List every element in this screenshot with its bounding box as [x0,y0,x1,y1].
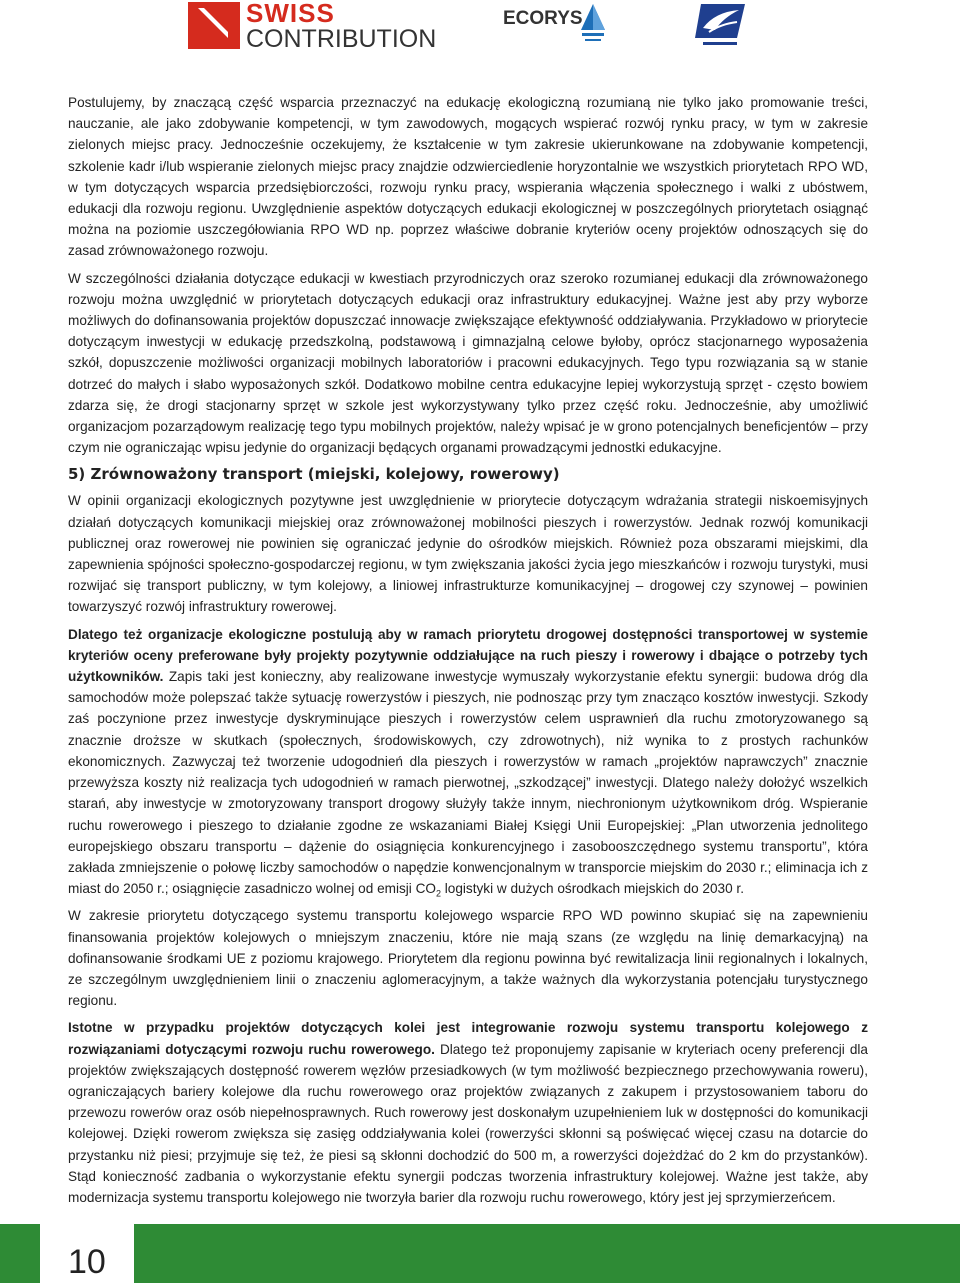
co2-subscript: 2 [435,888,441,899]
page-header [0,0,960,62]
paragraph-text: logistyki w dużych ośrodkach miejskich do 2030 r. [441,881,744,897]
paragraph-eco-education: Postulujemy, by znaczącą część wsparcia przeznaczyć na edukację ekologiczną rozumianą nie tylko jako promowanie treści, nauczanie, ale jako zdobywanie kompetencji, w tym zawodowych, mogących wspierać rozwój rynku pracy, w tym w zakresie zielonych miejsc pracy. Jednocześnie oczekujemy, że kształcenie w tym zakresie ukierunkowane na zdobywanie kompetencji, szkolenie kadr i/lub wspieranie zielonych miejsc pracy znajdzie odzwierciedlenie horyzontalnie we wszystkich priorytetach RPO WD, w tym dotyczących wsparcia przedsiębiorczości, rozwoju rynku pracy, wspierania włączenia społecznego i walki z ubóstwem, edukacji dla rozwoju regionu. Uwzględnienie aspektów dotyczących edukacji ekologicznej w poszczególnych priorytetach osiągnąć można na poziomie uszczegółowiania RPO WD np. poprzez właściwe dobranie kryteriów oceny projektów odnoszących się do zasad zrównoważonego rozwoju. [68,95,868,259]
swiss-contribution-wordmark [246,0,436,52]
swiss-arrow-icon [188,2,240,49]
paragraph-transport-opinion: W opinii organizacji ekologicznych pozytywne jest uwzględnienie w priorytecie dotyczącym wdrażania strategii niskoemisyjnych działań dotyczących komunikacji miejskiej oraz zrównoważonej mobilności pieszych i rowerzystów. Jednak rozwój komunikacji publicznej oraz rowerowej nie powinien się ograniczać jedynie do ośrodków miejskich. Również poza obszarami miejskimi, dla zapewnienia spójności społeczno-gospodarczej regionu, w tym zwiększania jakości życia jego mieszkańców i rozwoju turystyki, musi rozwijać się transport publiczny, w tym kolejowy, a liniowej infrastrukturze komunikacyjnej – drogowej czy szynowej – powinien towarzyszyć rozwój infrastruktury rowerowej. [68,493,868,615]
bold-postulate: Dlatego też organizacje ekologiczne postulują aby w ramach priorytetu drogowej dostępności transportowej w systemie kryteriów oceny preferowane były projekty pozytywnie oddziałujące na ruch pieszy i rowerowy i dbające o potrzeby tych użytkowników. [68,626,868,685]
paragraph-rail-priority: W zakresie priorytetu dotyczącego systemu transportu kolejowego wsparcie RPO WD powinno skupiać się na zapewnieniu finansowania projektów kolejowych o mniejszym znaczeniu, które nie mają szans (ze względu na linię demarkacyjną) na dofinansowanie środkami UE z poziomu krajowego. Priorytetem dla regionu powinna być rewitalizacja linii regionalnych i lokalnych, ze szczególnym uwzględnieniem linii o znaczeniu aglomeracyjnym, a także ważnych dla wykorzystania potencjału turystycznego regionu. [68,908,868,1009]
section-heading-transport: 5) Zrównoważony transport (miejski, kolejowy, rowerowy) [68,465,560,484]
paragraph-text: Zapis taki jest konieczny, aby realizowane inwestycje wymuszały wykorzystanie efektu synergii: budowa dróg dla samochodów może polepszać także sytuację rowerzystów i pieszych, nie podnosząc przy tym znacząco kosztów inwestycji. Szkody zaś poczynione przez inwestycje dyskryminujące pieszych i rowerzystów celem usprawnień dla ruchu zmotoryzowanego są znacznie droższe w skutkach (społecznych, środowiskowych, czy zdrowotnych), niż wynika to z prostych rachunków ekonomicznych. Zazwyczaj też tworzenie udogodnień dla pieszych i rowerzystów w ramach „projektów naprawczych” znacznie przewyższa koszty niż realizacja tych udogodnień w ramach pierwotnej, „szkodzącej” inwestycji. Dlatego należy dołożyć wszelkich starań, aby inwestycje w zmotoryzowany transport drogowy służyły także innym, niechronionym użytkownikom dróg. Wspieranie ruchu rowerowego i pieszego to działanie zgodne ze wskazaniami Białej Księgi Unii Europejskiej: „Plan utworzenia jednolitego europejskiego obszaru transportu – dążenie do osiągnięcia konkurencyjnego i zasobooszczędnego systemu transportu”, która zakłada zmniejszenie o połowę liczby samochodów o napędzie konwencjonalnym w transporcie miejskim do 2030 r.; eliminacja ich z miast do 2050 r.; osiągnięcie zasadniczo wolnej od emisji CO [68,669,868,897]
paragraph-pedestrian-cyclist-criteria [68,624,868,900]
ecorys-triangle-icon [580,2,606,48]
article-body [68,92,868,1214]
swiss-wordmark-line2: CONTRIBUTION [246,25,437,53]
swiss-contribution-logo-mark [188,2,240,49]
footer-green-bar [0,1224,960,1283]
euroregion-bird-logo-icon [695,2,747,48]
paragraph-rail-bike-integration [68,1017,868,1208]
page-number: 10 [68,1243,106,1281]
ecorys-wordmark: ECORYS [503,8,583,29]
paragraph-natural-science-education: W szczególności działania dotyczące edukacji w kwestiach przyrodniczych oraz szeroko rozumianej edukacji dla zrównoważonego rozwoju można uwzględnić w priorytetach dotyczących edukacji oraz infrastruktury edukacyjnej. Ważne jest aby przy wyborze możliwych do dofinansowania projektów dopuszczać innowacje zwiększające efektywność oddziaływania. Przykładowo w priorytecie dotyczącym inwestycji w edukację przedszkolną, podstawową i gimnazjalną celowe byłoby, oprócz stacjonarnego wyposażenia szkół, dopuszczenie możliwości organizacji mobilnych laboratoriów i pracowni edukacyjnych. Tego typu rozwiązania są w stanie dotrzeć do małych i słabo wyposażonych szkół. Dodatkowo mobilne centra edukacyjne lepiej wykorzystują sprzęt - często bowiem zdarza się, że drogi stacjonarny sprzęt w szkole jest wykorzystywany tylko przez część roku. Jednocześnie, aby umożliwić organizacjom pozarządowym realizację tego typu mobilnych projektów, należy wpisać je w grono potencjalnych beneficjentów – przy czym nie ograniczając wpisu jedynie do organizacji będących organami prowadzącymi jednostki edukacyjne. [68,270,868,456]
swiss-wordmark-line1: SWISS [246,0,335,28]
paragraph-text: Dlatego też proponujemy zapisanie w kryteriach oceny preferencji dla projektów zwiększających dostępność rowerem węzłów przesiadkowych (w tym możliwość bezpiecznego przechowywania roweru), ograniczających bariery kolejowe dla ruchu rowerowego oraz projektów związanych z zakupem i przystosowaniem taboru do przewozu rowerów oraz osób niepełnosprawnych. Ruch rowerowy jest doskonałym uzupełnieniem luk w dostępności do komunikacji kolejowej. Dzięki rowerom zwiększa się zasięg oddziaływania kolei (rowerzyści skłonni są poświęcać więcej czasu na dotarcie do przystanku niż piesi; przyjmuje się też, że piesi są skłonni dochodzić do 500 m, a rowerzyści dojeżdżać do 2 km do przystanków). Stąd konieczność zadbania o wykorzystanie efektu synergii podczas tworzenia infrastruktury kolejowej. Ważne jest także, aby modernizacja systemu transportu kolejowego nie tworzyła barier dla rozwoju ruchu rowerowego, który jest jej sprzymierzeńcem. [68,1041,868,1205]
bold-rail-integration: Istotne w przypadku projektów dotyczących kolei jest integrowanie rozwoju systemu transportu kolejowego z rozwiązaniami dotyczącymi rozwoju ruchu rowerowego. [68,1020,868,1057]
